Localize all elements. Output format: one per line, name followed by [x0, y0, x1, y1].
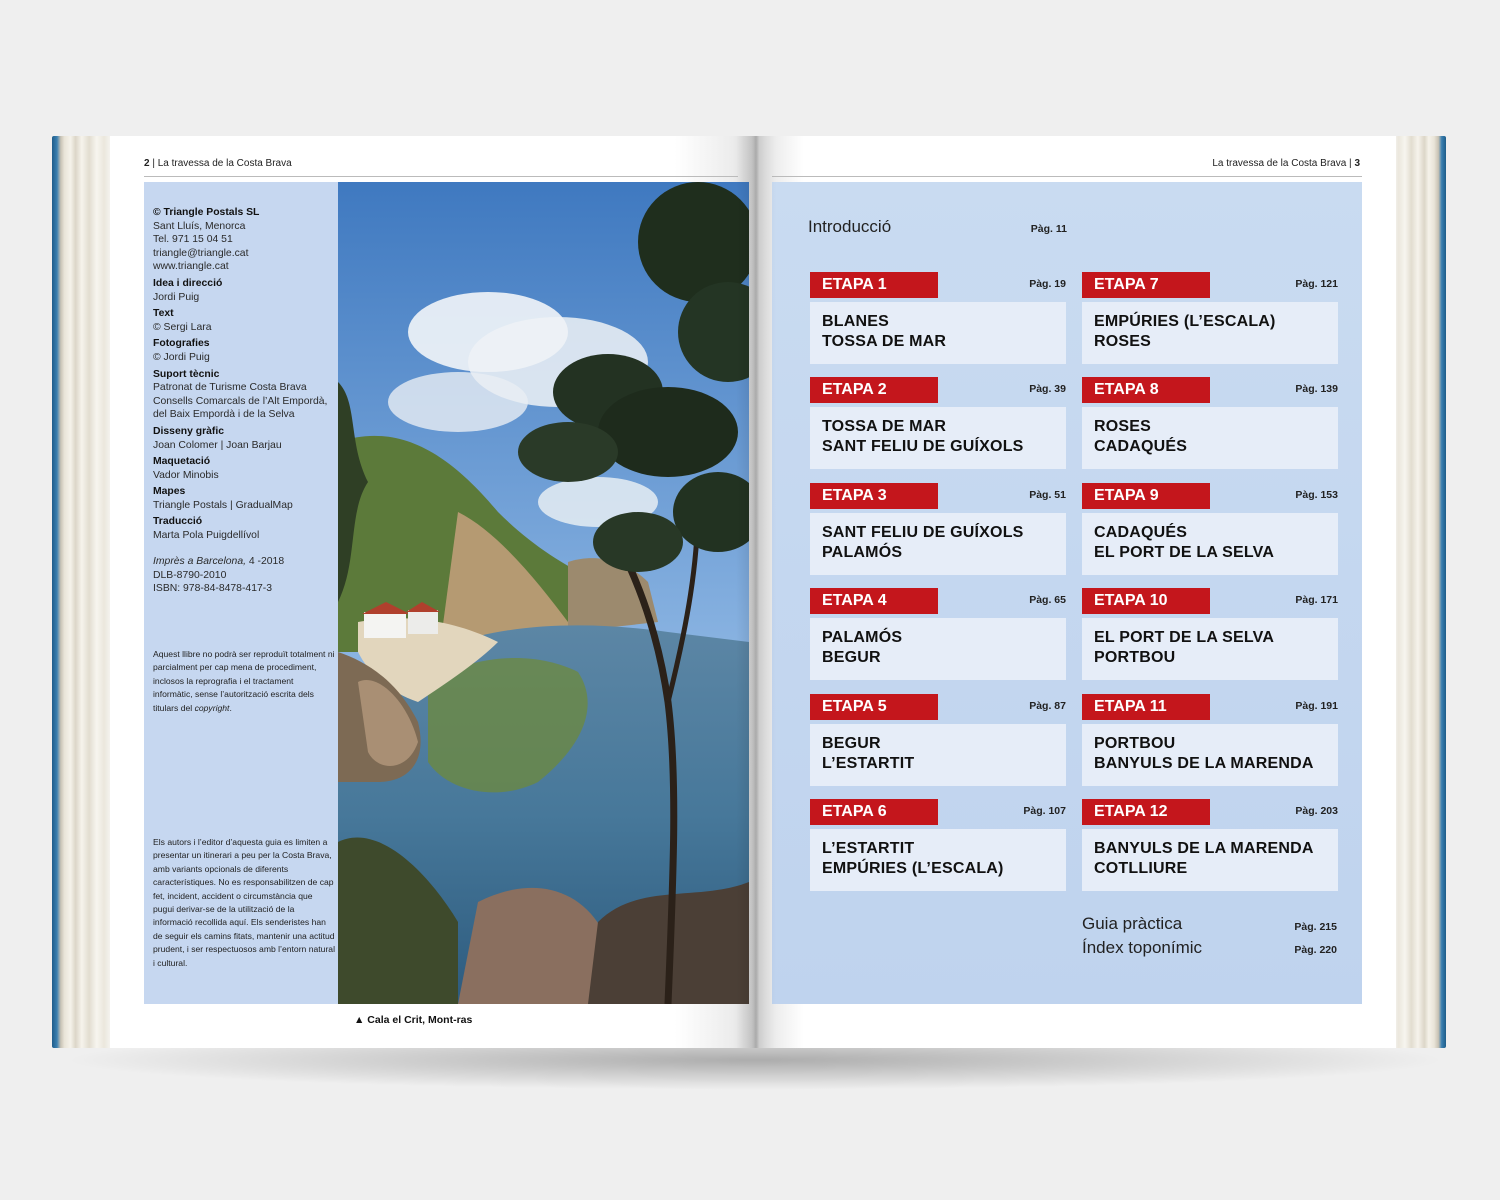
stage-to: L’ESTARTIT [822, 755, 915, 772]
credit-heading: © Triangle Postals SL [153, 207, 260, 218]
stage-tag: ETAPA 3 [810, 483, 938, 509]
isbn: ISBN: 978-84-8478-417-3 [153, 583, 272, 595]
stage-entry[interactable] [1082, 272, 1338, 364]
stage-page: Pàg. 153 [1295, 489, 1338, 501]
stage-route-box [810, 618, 1066, 680]
stage-to: CADAQUÉS [1094, 438, 1188, 455]
credit-heading: Fotografies [153, 338, 210, 350]
stage-from: BANYULS DE LA MARENDA [1094, 840, 1314, 857]
credit-line: © Jordi Puig [153, 351, 210, 363]
print-line [153, 555, 335, 569]
stage-entry[interactable] [1082, 588, 1338, 680]
credit-line: Tel. 971 15 04 51 [153, 234, 233, 246]
credit-heading: Mapes [153, 486, 186, 498]
stage-page: Pàg. 107 [1023, 805, 1066, 817]
stage-entry[interactable] [810, 483, 1066, 575]
stage-from: EMPÚRIES (L’ESCALA) [1094, 313, 1276, 330]
stage-from: PALAMÓS [822, 629, 903, 646]
credit-line: Sant Lluís, Menorca [153, 220, 246, 232]
stage-page: Pàg. 19 [1029, 278, 1066, 290]
stage-route-box [810, 513, 1066, 575]
right-page-stack [1392, 136, 1446, 1048]
page-number-right: 3 [1354, 158, 1360, 169]
stage-from: TOSSA DE MAR [822, 418, 947, 435]
stage-from: PORTBOU [1094, 735, 1176, 752]
stage-from: EL PORT DE LA SELVA [1094, 629, 1275, 646]
stage-from: L’ESTARTIT [822, 840, 915, 857]
stage-page: Pàg. 39 [1029, 383, 1066, 395]
stage-route-box [1082, 513, 1338, 575]
header-rule-left [144, 176, 738, 177]
stage-tag: ETAPA 8 [1082, 377, 1210, 403]
credit-line: Patronat de Turisme Costa Brava [153, 382, 307, 394]
stage-entry[interactable] [810, 272, 1066, 364]
credit-line: del Baix Empordà i de la Selva [153, 409, 295, 421]
running-head-left: 2 | La travessa de la Costa Brava [144, 158, 292, 169]
stage-to: COTLLIURE [1094, 860, 1188, 877]
credits-panel [144, 182, 338, 1004]
credit-heading: Maquetació [153, 456, 211, 468]
running-head-right: La travessa de la Costa Brava | 3 [1212, 158, 1360, 169]
credit-line: Marta Pola Puigdellívol [153, 530, 260, 542]
credit-line: Vador Minobis [153, 469, 219, 481]
stage-to: PALAMÓS [822, 544, 903, 561]
stage-to: ROSES [1094, 333, 1152, 350]
printed-in: Imprès a Barcelona, [153, 556, 246, 567]
cove-photo-image [338, 182, 749, 1004]
running-title-left: La travessa de la Costa Brava [157, 158, 292, 169]
stage-tag: ETAPA 11 [1082, 694, 1210, 720]
credit-line: www.triangle.cat [153, 261, 229, 273]
stage-tag: ETAPA 10 [1082, 588, 1210, 614]
stage-entry[interactable] [1082, 694, 1338, 786]
stage-page: Pàg. 139 [1295, 383, 1338, 395]
stage-tag: ETAPA 12 [1082, 799, 1210, 825]
stage-tag: ETAPA 9 [1082, 483, 1210, 509]
stage-entry[interactable] [810, 588, 1066, 680]
print-date: 4 -2018 [245, 556, 285, 567]
stage-page: Pàg. 51 [1029, 489, 1066, 501]
credit-heading: Text [153, 308, 174, 320]
stage-route-box [1082, 829, 1338, 891]
stage-entry[interactable] [810, 377, 1066, 469]
stage-from: SANT FELIU DE GUÍXOLS [822, 524, 1024, 541]
toc-index-label[interactable]: Índex toponímic [1082, 938, 1203, 957]
credit-heading: Disseny gràfic [153, 425, 225, 437]
stage-tag: ETAPA 1 [810, 272, 938, 298]
stage-from: BLANES [822, 313, 889, 330]
credit-heading: Idea i direcció [153, 277, 223, 289]
stage-route-box [1082, 724, 1338, 786]
stage-to: SANT FELIU DE GUÍXOLS [822, 438, 1024, 455]
photo-caption: ▲ Cala el Crit, Mont-ras [354, 1014, 473, 1026]
stage-from: ROSES [1094, 418, 1152, 435]
stage-route-box [1082, 407, 1338, 469]
copyright-notice: Aquest llibre no podrà ser reproduït totalment ni parcialment per cap mena de procediment, inclosos la reprografia i el tractament informàtic, sense l’autorització escrita dels titulars del copyright. [153, 649, 335, 713]
stage-entry[interactable] [810, 694, 1066, 786]
toc-intro-page: Pàg. 11 [1030, 223, 1067, 235]
stage-entry[interactable] [810, 799, 1066, 891]
stage-tag: ETAPA 6 [810, 799, 938, 825]
stage-route-box [810, 407, 1066, 469]
toc-index-page: Pàg. 220 [1294, 944, 1337, 956]
stage-page: Pàg. 191 [1295, 700, 1338, 712]
stage-route-box [810, 724, 1066, 786]
stage-to: EMPÚRIES (L’ESCALA) [822, 860, 1004, 877]
stage-page: Pàg. 121 [1295, 278, 1338, 290]
credit-line: Joan Colomer | Joan Barjau [153, 439, 282, 451]
stage-to: TOSSA DE MAR [822, 333, 947, 350]
credits-list [153, 206, 335, 543]
page-number-left: 2 [144, 158, 150, 169]
legal-deposit: DLB-8790-2010 [153, 569, 227, 581]
print-info [153, 555, 335, 596]
stage-to: PORTBOU [1094, 649, 1176, 666]
toc-guide-page: Pàg. 215 [1294, 921, 1337, 933]
stage-route-box [1082, 302, 1338, 364]
stage-to: BEGUR [822, 649, 881, 666]
stage-tag: ETAPA 7 [1082, 272, 1210, 298]
left-page-stack [52, 136, 114, 1048]
credit-heading: Traducció [153, 516, 203, 528]
credit-line: Consells Comarcals de l’Alt Empordà, [153, 395, 328, 407]
stage-page: Pàg. 65 [1029, 594, 1066, 606]
credit-line: triangle@triangle.cat [153, 247, 249, 259]
credit-line: Jordi Puig [153, 291, 200, 303]
stage-tag: ETAPA 2 [810, 377, 938, 403]
stage-from: BEGUR [822, 735, 881, 752]
stage-to: BANYULS DE LA MARENDA [1094, 755, 1314, 772]
stage-from: CADAQUÉS [1094, 524, 1188, 541]
credit-line: © Sergi Lara [153, 321, 212, 333]
credit-heading: Suport tècnic [153, 368, 220, 380]
stage-entry[interactable] [1082, 799, 1338, 891]
stage-route-box [1082, 618, 1338, 680]
credit-line: Triangle Postals | GradualMap [153, 499, 293, 511]
cove-photo [338, 182, 749, 1004]
stage-to: EL PORT DE LA SELVA [1094, 544, 1275, 561]
stage-page: Pàg. 203 [1295, 805, 1338, 817]
stage-route-box [810, 829, 1066, 891]
toc-intro-label[interactable]: Introducció [808, 217, 892, 236]
stage-tag: ETAPA 5 [810, 694, 938, 720]
stage-page: Pàg. 171 [1295, 594, 1338, 606]
header-rule-right [772, 176, 1362, 177]
stage-route-box [810, 302, 1066, 364]
toc-guide-label[interactable]: Guia pràctica [1082, 914, 1183, 933]
stage-tag: ETAPA 4 [810, 588, 938, 614]
disclaimer: Els autors i l’editor d’aquesta guia es limiten a presentar un itinerari a peu per la Costa Brava, amb variants opcionals de diferents característiques. No es responsabilitzen de cap fet, incident, accident o circumstància que pugui derivar-se de la utilització de la informació recollida aquí. Els senderistes han de seguir els camins fitats, mantenir una actitud prudent, i ser respectuosos amb l’entorn natural i cultural. [153, 837, 336, 968]
stage-page: Pàg. 87 [1029, 700, 1066, 712]
stage-entry[interactable] [1082, 377, 1338, 469]
stage-entry[interactable] [1082, 483, 1338, 575]
running-title-right: La travessa de la Costa Brava [1212, 158, 1347, 169]
